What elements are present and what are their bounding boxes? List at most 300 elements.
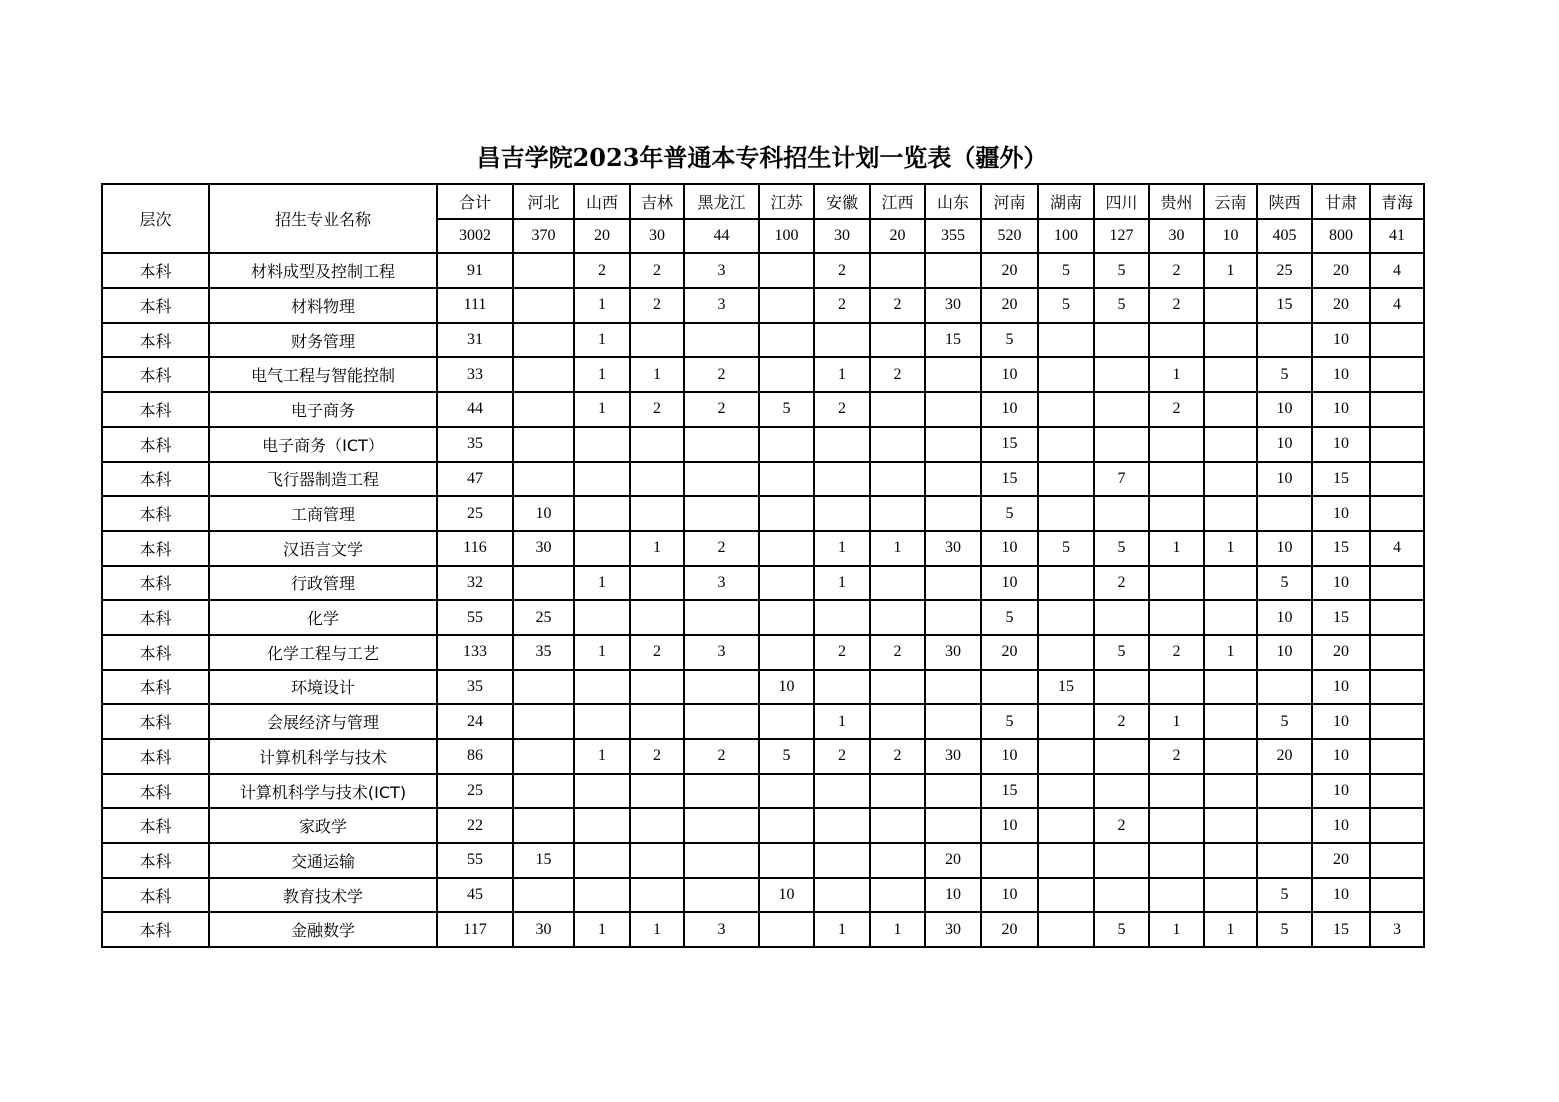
- cell-quota: 25: [1257, 253, 1312, 288]
- cell-quota: [814, 427, 870, 462]
- cell-quota: [513, 704, 574, 739]
- cell-quota: [1038, 357, 1094, 392]
- cell-level: 本科: [102, 566, 209, 601]
- cell-quota: 35: [513, 635, 574, 670]
- cell-quota: 10: [981, 739, 1038, 774]
- cell-quota: [1370, 357, 1424, 392]
- cell-quota: [759, 323, 814, 358]
- cell-quota: 2: [1149, 253, 1204, 288]
- cell-quota: 5: [981, 496, 1038, 531]
- cell-quota: [684, 704, 759, 739]
- cell-quota: 5: [1038, 288, 1094, 323]
- cell-quota: 3: [1370, 912, 1424, 947]
- cell-quota: [1370, 427, 1424, 462]
- table-row: [102, 670, 1424, 705]
- cell-level: 本科: [102, 462, 209, 497]
- table-row: [102, 912, 1424, 947]
- cell-quota: [1370, 704, 1424, 739]
- cell-quota: [1370, 566, 1424, 601]
- cell-quota: 10: [1312, 774, 1370, 809]
- cell-quota: 1: [1204, 912, 1257, 947]
- cell-quota: [1204, 808, 1257, 843]
- cell-quota: 5: [981, 704, 1038, 739]
- cell-quota: 2: [630, 635, 684, 670]
- cell-quota: 30: [513, 531, 574, 566]
- cell-quota: [759, 774, 814, 809]
- cell-quota: 4: [1370, 253, 1424, 288]
- cell-quota: 7: [1094, 462, 1149, 497]
- column-total: 405: [1257, 219, 1312, 254]
- cell-quota: [1204, 670, 1257, 705]
- cell-quota: [684, 496, 759, 531]
- column-total: 100: [759, 219, 814, 254]
- cell-quota: 5: [1094, 288, 1149, 323]
- cell-quota: [1038, 912, 1094, 947]
- cell-quota: 5: [759, 392, 814, 427]
- cell-total: 55: [437, 843, 513, 878]
- cell-quota: [1038, 878, 1094, 913]
- column-header: 合计: [437, 184, 513, 219]
- cell-quota: [814, 496, 870, 531]
- cell-major: 环境设计: [209, 670, 437, 705]
- cell-quota: 2: [814, 739, 870, 774]
- cell-quota: [630, 462, 684, 497]
- cell-quota: 10: [1312, 808, 1370, 843]
- cell-quota: [1094, 670, 1149, 705]
- cell-level: 本科: [102, 670, 209, 705]
- cell-quota: [1038, 739, 1094, 774]
- table-row: [102, 774, 1424, 809]
- cell-quota: 2: [870, 357, 925, 392]
- column-total: 355: [925, 219, 981, 254]
- cell-quota: 2: [814, 392, 870, 427]
- cell-level: 本科: [102, 739, 209, 774]
- cell-quota: 1: [574, 566, 630, 601]
- cell-major: 工商管理: [209, 496, 437, 531]
- cell-quota: 1: [574, 635, 630, 670]
- cell-quota: [684, 600, 759, 635]
- cell-quota: [1257, 323, 1312, 358]
- cell-quota: 5: [1038, 253, 1094, 288]
- cell-quota: 1: [814, 704, 870, 739]
- cell-quota: [1204, 566, 1257, 601]
- cell-major: 化学: [209, 600, 437, 635]
- cell-quota: [1370, 843, 1424, 878]
- cell-quota: 10: [1257, 600, 1312, 635]
- table-row: [102, 357, 1424, 392]
- cell-major: 计算机科学与技术: [209, 739, 437, 774]
- cell-quota: [1204, 462, 1257, 497]
- cell-total: 33: [437, 357, 513, 392]
- cell-quota: [1149, 843, 1204, 878]
- cell-quota: [1370, 392, 1424, 427]
- table-row: [102, 462, 1424, 497]
- cell-quota: 15: [1312, 600, 1370, 635]
- cell-quota: [630, 566, 684, 601]
- cell-quota: 10: [981, 566, 1038, 601]
- cell-quota: 3: [684, 912, 759, 947]
- cell-quota: 30: [925, 288, 981, 323]
- cell-quota: 4: [1370, 531, 1424, 566]
- cell-quota: 10: [1312, 670, 1370, 705]
- cell-quota: 5: [1094, 912, 1149, 947]
- cell-quota: 1: [814, 912, 870, 947]
- cell-quota: [925, 253, 981, 288]
- cell-quota: 10: [759, 878, 814, 913]
- cell-major: 汉语言文学: [209, 531, 437, 566]
- cell-quota: 30: [925, 635, 981, 670]
- cell-quota: 1: [814, 566, 870, 601]
- table-row: [102, 253, 1424, 288]
- cell-quota: [1204, 774, 1257, 809]
- cell-quota: [1204, 392, 1257, 427]
- table-row: [102, 808, 1424, 843]
- cell-quota: [925, 774, 981, 809]
- cell-quota: [814, 462, 870, 497]
- cell-quota: [1149, 566, 1204, 601]
- column-header: 贵州: [1149, 184, 1204, 219]
- cell-quota: [1094, 600, 1149, 635]
- cell-quota: [759, 531, 814, 566]
- cell-quota: 2: [684, 357, 759, 392]
- cell-quota: [513, 878, 574, 913]
- cell-quota: [630, 323, 684, 358]
- cell-total: 117: [437, 912, 513, 947]
- cell-quota: [1038, 566, 1094, 601]
- cell-quota: 10: [1257, 635, 1312, 670]
- cell-quota: [1094, 427, 1149, 462]
- cell-quota: 2: [814, 253, 870, 288]
- cell-total: 25: [437, 496, 513, 531]
- table-row: [102, 843, 1424, 878]
- cell-quota: 10: [981, 878, 1038, 913]
- cell-quota: [925, 392, 981, 427]
- cell-quota: [1204, 427, 1257, 462]
- cell-quota: 1: [1149, 357, 1204, 392]
- cell-quota: 30: [925, 531, 981, 566]
- column-total: 30: [1149, 219, 1204, 254]
- cell-quota: [759, 462, 814, 497]
- cell-quota: 10: [1312, 496, 1370, 531]
- cell-quota: [1204, 704, 1257, 739]
- cell-quota: [1149, 774, 1204, 809]
- cell-quota: 2: [684, 392, 759, 427]
- cell-quota: [630, 704, 684, 739]
- cell-quota: 1: [574, 323, 630, 358]
- column-total: 800: [1312, 219, 1370, 254]
- cell-quota: [870, 843, 925, 878]
- cell-quota: 5: [1257, 912, 1312, 947]
- cell-quota: 1: [574, 739, 630, 774]
- cell-total: 35: [437, 670, 513, 705]
- cell-quota: 30: [925, 912, 981, 947]
- cell-quota: [574, 774, 630, 809]
- cell-quota: 1: [814, 531, 870, 566]
- cell-quota: 2: [1149, 288, 1204, 323]
- cell-quota: [1149, 878, 1204, 913]
- cell-quota: 30: [925, 739, 981, 774]
- cell-level: 本科: [102, 600, 209, 635]
- cell-quota: 1: [630, 912, 684, 947]
- cell-quota: [1257, 843, 1312, 878]
- cell-quota: 5: [1257, 878, 1312, 913]
- cell-quota: [1038, 808, 1094, 843]
- cell-quota: [513, 670, 574, 705]
- header-row-names: [102, 184, 1424, 219]
- cell-quota: 2: [1149, 635, 1204, 670]
- cell-quota: [925, 462, 981, 497]
- cell-quota: [630, 600, 684, 635]
- cell-quota: [513, 427, 574, 462]
- cell-quota: [1038, 704, 1094, 739]
- cell-quota: [870, 253, 925, 288]
- cell-quota: [870, 774, 925, 809]
- cell-quota: 3: [684, 253, 759, 288]
- cell-total: 116: [437, 531, 513, 566]
- cell-total: 44: [437, 392, 513, 427]
- cell-major: 计算机科学与技术(ICT): [209, 774, 437, 809]
- cell-quota: 2: [1094, 566, 1149, 601]
- cell-level: 本科: [102, 496, 209, 531]
- cell-quota: 1: [630, 357, 684, 392]
- cell-quota: [574, 531, 630, 566]
- cell-quota: 2: [684, 739, 759, 774]
- cell-quota: [630, 878, 684, 913]
- cell-quota: [1038, 427, 1094, 462]
- table-row: [102, 635, 1424, 670]
- cell-quota: [870, 566, 925, 601]
- cell-quota: [870, 462, 925, 497]
- cell-total: 25: [437, 774, 513, 809]
- cell-quota: [759, 912, 814, 947]
- cell-quota: 15: [513, 843, 574, 878]
- cell-quota: 2: [574, 253, 630, 288]
- cell-quota: [925, 704, 981, 739]
- cell-quota: 10: [1312, 357, 1370, 392]
- cell-quota: [759, 253, 814, 288]
- cell-quota: 1: [1204, 635, 1257, 670]
- cell-quota: 2: [814, 635, 870, 670]
- column-total: 3002: [437, 219, 513, 254]
- cell-quota: 1: [814, 357, 870, 392]
- cell-quota: [814, 323, 870, 358]
- cell-quota: [1149, 496, 1204, 531]
- cell-quota: 1: [1149, 531, 1204, 566]
- cell-quota: [684, 670, 759, 705]
- cell-quota: 20: [1257, 739, 1312, 774]
- cell-quota: 20: [1312, 635, 1370, 670]
- cell-quota: 1: [574, 288, 630, 323]
- cell-quota: [814, 774, 870, 809]
- cell-quota: 10: [981, 392, 1038, 427]
- cell-level: 本科: [102, 427, 209, 462]
- cell-quota: [925, 357, 981, 392]
- cell-quota: 20: [1312, 843, 1370, 878]
- cell-quota: [513, 774, 574, 809]
- cell-quota: 15: [1312, 462, 1370, 497]
- cell-quota: [1204, 878, 1257, 913]
- cell-quota: 2: [1149, 392, 1204, 427]
- cell-quota: [684, 808, 759, 843]
- cell-quota: [684, 323, 759, 358]
- cell-quota: [1204, 600, 1257, 635]
- cell-quota: [925, 566, 981, 601]
- cell-quota: [513, 392, 574, 427]
- cell-quota: [1204, 357, 1257, 392]
- cell-quota: 5: [1257, 704, 1312, 739]
- cell-quota: [814, 600, 870, 635]
- column-total: 30: [630, 219, 684, 254]
- cell-quota: [574, 496, 630, 531]
- cell-quota: 1: [1204, 253, 1257, 288]
- cell-quota: 10: [759, 670, 814, 705]
- cell-quota: [870, 427, 925, 462]
- cell-quota: 15: [1257, 288, 1312, 323]
- cell-quota: [1370, 739, 1424, 774]
- cell-total: 111: [437, 288, 513, 323]
- cell-quota: 10: [513, 496, 574, 531]
- cell-quota: [1038, 323, 1094, 358]
- table-row: [102, 566, 1424, 601]
- column-header: 山西: [574, 184, 630, 219]
- cell-quota: 2: [870, 739, 925, 774]
- cell-quota: [684, 878, 759, 913]
- cell-total: 31: [437, 323, 513, 358]
- cell-quota: [1038, 462, 1094, 497]
- column-total: 10: [1204, 219, 1257, 254]
- cell-quota: [1149, 427, 1204, 462]
- table-row: [102, 323, 1424, 358]
- cell-quota: [1370, 462, 1424, 497]
- cell-quota: [574, 600, 630, 635]
- cell-quota: [1204, 739, 1257, 774]
- cell-quota: [1149, 323, 1204, 358]
- cell-level: 本科: [102, 878, 209, 913]
- column-total: 20: [870, 219, 925, 254]
- cell-major: 金融数学: [209, 912, 437, 947]
- cell-quota: [1094, 739, 1149, 774]
- column-total: 370: [513, 219, 574, 254]
- cell-quota: [574, 462, 630, 497]
- cell-quota: [1204, 843, 1257, 878]
- cell-quota: [870, 670, 925, 705]
- cell-quota: [513, 288, 574, 323]
- cell-quota: [513, 323, 574, 358]
- cell-quota: 5: [1094, 531, 1149, 566]
- cell-quota: 10: [1312, 878, 1370, 913]
- cell-quota: [630, 774, 684, 809]
- cell-quota: [684, 462, 759, 497]
- cell-quota: [630, 843, 684, 878]
- cell-quota: 30: [513, 912, 574, 947]
- cell-quota: [513, 739, 574, 774]
- cell-quota: 5: [1257, 357, 1312, 392]
- column-header: 湖南: [1038, 184, 1094, 219]
- column-header: 甘肃: [1312, 184, 1370, 219]
- cell-quota: [759, 357, 814, 392]
- cell-quota: [759, 566, 814, 601]
- cell-quota: [759, 288, 814, 323]
- cell-quota: [925, 427, 981, 462]
- cell-quota: 3: [684, 288, 759, 323]
- column-total: 44: [684, 219, 759, 254]
- cell-quota: [1094, 843, 1149, 878]
- cell-total: 45: [437, 878, 513, 913]
- cell-quota: [925, 600, 981, 635]
- cell-quota: 10: [1312, 566, 1370, 601]
- cell-level: 本科: [102, 531, 209, 566]
- cell-total: 55: [437, 600, 513, 635]
- cell-quota: 2: [630, 253, 684, 288]
- cell-quota: 2: [1149, 739, 1204, 774]
- cell-total: 24: [437, 704, 513, 739]
- cell-quota: 5: [1257, 566, 1312, 601]
- column-total: 20: [574, 219, 630, 254]
- cell-quota: [1257, 496, 1312, 531]
- column-total: 30: [814, 219, 870, 254]
- cell-quota: 20: [981, 253, 1038, 288]
- column-header: 黑龙江: [684, 184, 759, 219]
- cell-quota: [1370, 670, 1424, 705]
- cell-quota: 15: [981, 462, 1038, 497]
- cell-quota: [814, 878, 870, 913]
- cell-quota: [1149, 670, 1204, 705]
- table-row: [102, 600, 1424, 635]
- column-total: 100: [1038, 219, 1094, 254]
- cell-quota: [1370, 635, 1424, 670]
- cell-quota: 10: [925, 878, 981, 913]
- cell-major: 材料成型及控制工程: [209, 253, 437, 288]
- cell-quota: [1149, 808, 1204, 843]
- header-major: 招生专业名称: [209, 184, 437, 253]
- cell-quota: 2: [630, 392, 684, 427]
- cell-quota: 2: [870, 288, 925, 323]
- cell-major: 材料物理: [209, 288, 437, 323]
- cell-quota: 5: [1038, 531, 1094, 566]
- cell-quota: [759, 704, 814, 739]
- cell-quota: 25: [513, 600, 574, 635]
- cell-major: 家政学: [209, 808, 437, 843]
- cell-quota: 1: [870, 531, 925, 566]
- column-header: 河北: [513, 184, 574, 219]
- cell-quota: [814, 843, 870, 878]
- cell-level: 本科: [102, 808, 209, 843]
- cell-total: 32: [437, 566, 513, 601]
- column-header: 河南: [981, 184, 1038, 219]
- cell-quota: 2: [630, 288, 684, 323]
- cell-total: 47: [437, 462, 513, 497]
- cell-quota: [870, 323, 925, 358]
- cell-quota: 10: [1257, 462, 1312, 497]
- cell-quota: 5: [1094, 253, 1149, 288]
- column-header: 云南: [1204, 184, 1257, 219]
- cell-quota: [925, 808, 981, 843]
- table-row: [102, 392, 1424, 427]
- cell-quota: 10: [1257, 392, 1312, 427]
- cell-quota: [1038, 843, 1094, 878]
- cell-quota: [870, 878, 925, 913]
- cell-quota: 2: [684, 531, 759, 566]
- cell-total: 35: [437, 427, 513, 462]
- cell-quota: [574, 670, 630, 705]
- cell-quota: 10: [981, 357, 1038, 392]
- cell-quota: [981, 670, 1038, 705]
- cell-quota: 20: [1312, 288, 1370, 323]
- cell-quota: [1094, 392, 1149, 427]
- cell-quota: 2: [870, 635, 925, 670]
- cell-quota: 2: [1094, 808, 1149, 843]
- cell-quota: [759, 427, 814, 462]
